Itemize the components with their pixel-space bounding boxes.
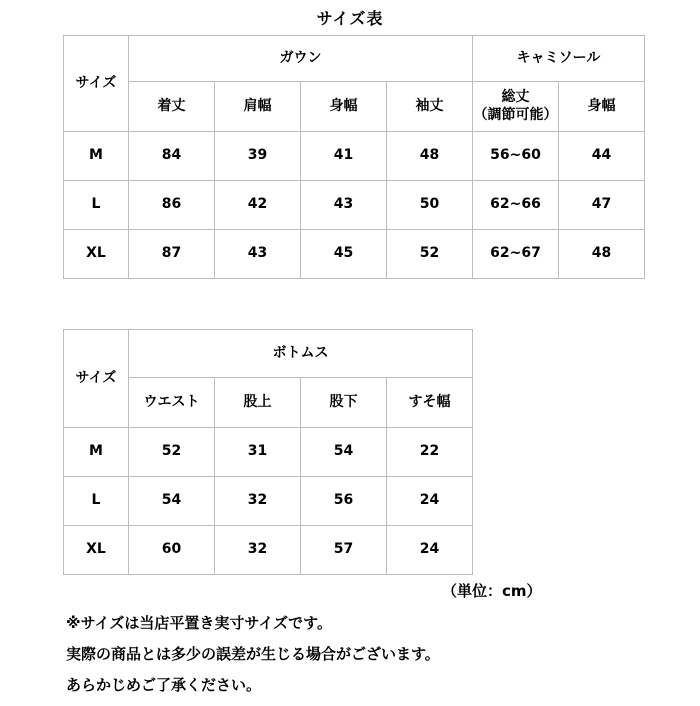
table-cell: 62~67	[473, 230, 559, 279]
size-label: L	[64, 477, 129, 526]
table-cell: 44	[559, 132, 645, 181]
column-header: 身幅	[559, 82, 645, 132]
table-cell: 48	[559, 230, 645, 279]
column-header: 着丈	[129, 82, 215, 132]
table-cell: 32	[215, 526, 301, 575]
table-cell: 56	[301, 477, 387, 526]
tops-size-table	[63, 35, 645, 279]
table-row	[64, 477, 473, 526]
table-cell: 60	[129, 526, 215, 575]
group-header-gown: ガウン	[129, 36, 473, 82]
table-row	[64, 181, 645, 230]
table-cell: 31	[215, 428, 301, 477]
unit-label: （単位：cm）	[442, 582, 542, 600]
table-cell: 87	[129, 230, 215, 279]
table-row	[64, 526, 473, 575]
size-chart-title: サイズ表	[316, 9, 384, 28]
table-cell: 42	[215, 181, 301, 230]
table-cell: 54	[129, 477, 215, 526]
table-row	[64, 230, 645, 279]
column-header: 肩幅	[215, 82, 301, 132]
row-header-size: サイズ	[64, 330, 129, 428]
table-cell: 39	[215, 132, 301, 181]
table-cell: 50	[387, 181, 473, 230]
column-header	[473, 82, 559, 132]
size-label: XL	[64, 526, 129, 575]
bottoms-size-table	[63, 329, 473, 575]
column-header: 股下	[301, 378, 387, 428]
table-cell: 24	[387, 526, 473, 575]
table-cell: 62~66	[473, 181, 559, 230]
row-header-size: サイズ	[64, 36, 129, 132]
column-header: 身幅	[301, 82, 387, 132]
size-label: M	[64, 428, 129, 477]
table-cell: 57	[301, 526, 387, 575]
size-label: XL	[64, 230, 129, 279]
table-cell: 41	[301, 132, 387, 181]
table-cell: 84	[129, 132, 215, 181]
table-cell: 52	[387, 230, 473, 279]
table-cell: 54	[301, 428, 387, 477]
note-line: あらかじめご了承ください。	[66, 676, 262, 694]
group-header-camisole: キャミソール	[473, 36, 645, 82]
table-cell: 22	[387, 428, 473, 477]
table-row	[64, 132, 645, 181]
notes	[66, 613, 440, 706]
table-cell: 86	[129, 181, 215, 230]
table-cell: 32	[215, 477, 301, 526]
note-line: 実際の商品とは多少の誤差が生じる場合がございます。	[66, 645, 440, 663]
table-cell: 52	[129, 428, 215, 477]
column-header: ウエスト	[129, 378, 215, 428]
group-header-bottoms: ボトムス	[129, 330, 473, 378]
table-cell: 47	[559, 181, 645, 230]
column-header: 袖丈	[387, 82, 473, 132]
column-header: 股上	[215, 378, 301, 428]
table-cell: 45	[301, 230, 387, 279]
table-cell: 24	[387, 477, 473, 526]
table-row	[64, 428, 473, 477]
column-header: すそ幅	[387, 378, 473, 428]
size-label: L	[64, 181, 129, 230]
table-cell: 48	[387, 132, 473, 181]
table-cell: 43	[215, 230, 301, 279]
table-cell: 43	[301, 181, 387, 230]
note-line: ※サイズは当店平置き実寸サイズです。	[66, 614, 332, 632]
column-header-label: 総丈	[501, 89, 530, 105]
column-header-note: （調節可能）	[473, 106, 558, 123]
table-cell: 56~60	[473, 132, 559, 181]
size-label: M	[64, 132, 129, 181]
